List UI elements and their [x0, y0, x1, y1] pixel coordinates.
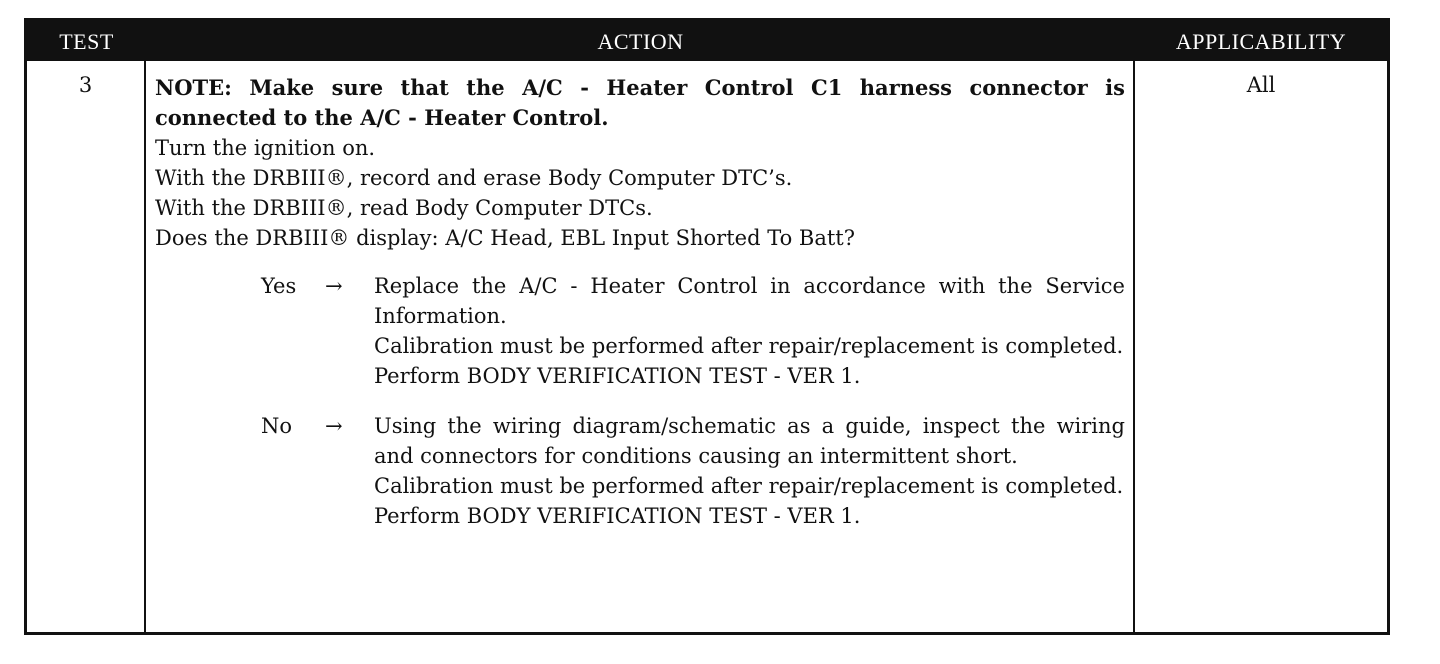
action-step: With the DRBIII®, record and erase Body Computer DTC’s. [155, 166, 793, 190]
diagnostic-test-table [24, 18, 1390, 635]
branch-yes-text: Replace the A/C - Heater Control in accordance with the Service Information. [374, 274, 1125, 328]
right-arrow-icon: → [325, 414, 343, 438]
branch-yes-calibration: Calibration must be performed after repair/replacement is completed. [374, 334, 1124, 358]
header-applicability: APPLICABILITY [1135, 21, 1387, 61]
test-number-cell [27, 61, 146, 632]
applicability-value: All [1246, 73, 1276, 97]
header-test: TEST [27, 21, 146, 61]
branch-yes [155, 271, 1125, 391]
branch-no [155, 411, 1125, 531]
action-step: Turn the ignition on. [155, 136, 376, 160]
header-action: ACTION [146, 21, 1135, 61]
action-note: NOTE: Make sure that the A/C - Heater Control C1 harness connector is connected to the A/C - Heater Control. [155, 75, 1125, 130]
branch-yes-label: Yes [261, 274, 297, 298]
action-cell [146, 61, 1135, 632]
applicability-cell [1135, 61, 1387, 632]
branch-no-label: No [261, 414, 293, 438]
branch-no-perform: Perform BODY VERIFICATION TEST - VER 1. [374, 504, 861, 528]
right-arrow-icon: → [325, 274, 343, 298]
action-step: With the DRBIII®, read Body Computer DTCs. [155, 196, 653, 220]
action-step: Does the DRBIII® display: A/C Head, EBL Input Shorted To Batt? [155, 226, 855, 250]
test-number: 3 [78, 73, 93, 97]
branch-no-calibration: Calibration must be performed after repair/replacement is completed. [374, 474, 1124, 498]
branch-yes-perform: Perform BODY VERIFICATION TEST - VER 1. [374, 364, 861, 388]
branch-no-text: Using the wiring diagram/schematic as a guide, inspect the wiring and connectors for conditions causing an intermittent short. [374, 414, 1125, 468]
